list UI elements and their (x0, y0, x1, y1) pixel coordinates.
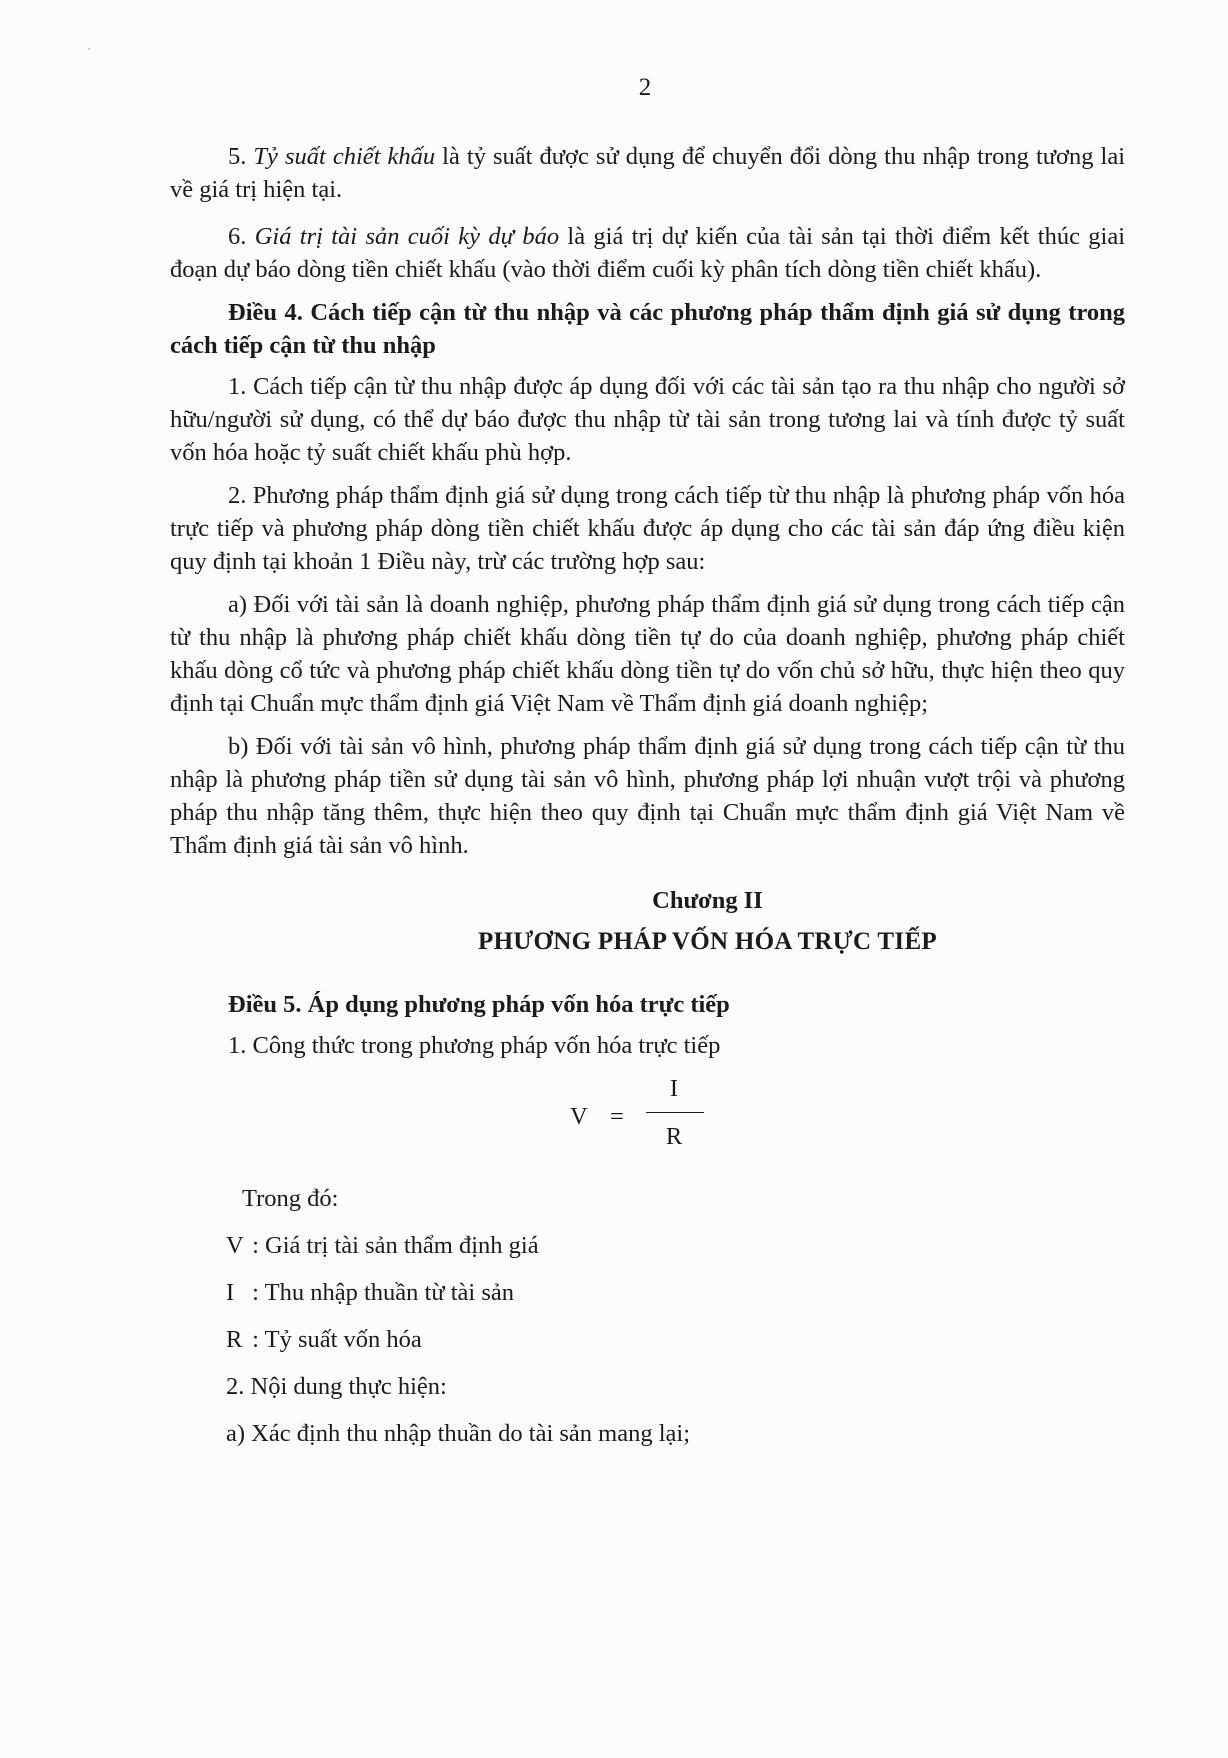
article-4-clause-1: 1. Cách tiếp cận từ thu nhập được áp dụng đối với các tài sản tạo ra thu nhập cho người sở hữu/người sử dụng, có thể dự báo được thu nhập từ tài sản trong tương lai và tính được tỷ suất vốn hóa hoặc tỷ suất chiết khấu phù hợp. (170, 373, 1125, 466)
item-6-number: 6. (228, 223, 247, 250)
article-5-title: Điều 5. Áp dụng phương pháp vốn hóa trực tiếp (228, 991, 730, 1018)
definition-i (170, 1276, 1125, 1309)
chapter-title: PHƯƠNG PHÁP VỐN HÓA TRỰC TIẾP (478, 928, 937, 955)
formula-numerator: I (669, 1075, 679, 1102)
formula-fraction-bar (646, 1112, 704, 1113)
formula-equals: = (610, 1103, 624, 1130)
article-5-clause-1: 1. Công thức trong phương pháp vốn hóa trực tiếp (228, 1032, 721, 1059)
document-body (170, 140, 1125, 1464)
article-4-point-b: b) Đối với tài sản vô hình, phương pháp thẩm định giá sử dụng trong cách tiếp cận từ thu nhập là phương pháp tiền sử dụng tài sản vô hình, phương pháp lợi nhuận vượt trội và phương pháp thu nhập tăng thêm, thực hiện theo quy định tại Chuẩn mực thẩm định giá Việt Nam về Thẩm định giá tài sản vô hình. (170, 733, 1125, 859)
item-5-term: Tỷ suất chiết khấu (253, 143, 436, 170)
article-5-point-a: a) Xác định thu nhập thuần do tài sản mang lại; (226, 1420, 691, 1447)
formula-lhs: V (570, 1103, 588, 1130)
item-5-number: 5. (228, 143, 247, 170)
scan-speck (88, 48, 90, 50)
formula-denominator: R (665, 1123, 683, 1150)
article-4-point-a: a) Đối với tài sản là doanh nghiệp, phương pháp thẩm định giá sử dụng trong cách tiếp cận từ thu nhập là phương pháp chiết khấu dòng tiền tự do của doanh nghiệp, phương pháp chiết khấu dòng cổ tức và phương pháp chiết khấu dòng tiền tự do vốn chủ sở hữu, thực hiện theo quy định tại Chuẩn mực thẩm định giá Việt Nam về Thẩm định giá doanh nghiệp; (170, 591, 1125, 717)
definition-r-text: : Tỷ suất vốn hóa (252, 1326, 422, 1353)
definition-v (170, 1229, 1125, 1262)
article-4-clause-2: 2. Phương pháp thẩm định giá sử dụng trong cách tiếp từ thu nhập là phương pháp vốn hóa trực tiếp và phương pháp dòng tiền chiết khấu được áp dụng cho các tài sản đáp ứng điều kiện quy định tại khoản 1 Điều này, trừ các trường hợp sau: (170, 482, 1125, 575)
article-5-clause-2: 2. Nội dung thực hiện: (226, 1373, 447, 1400)
definition-v-text: : Giá trị tài sản thẩm định giá (252, 1232, 539, 1259)
item-5-text: là tỷ suất được sử dụng để chuyển đổi dòng thu nhập trong tương lai về giá trị hiện tại. (170, 143, 1126, 203)
where-label: Trong đó: (242, 1185, 339, 1212)
chapter-label: Chương II (652, 887, 763, 914)
definition-v-symbol: V (226, 1232, 244, 1259)
item-6-paragraph (170, 220, 1125, 286)
definition-i-symbol: I (226, 1279, 235, 1306)
definition-r-symbol: R (226, 1326, 243, 1353)
item-6-term: Giá trị tài sản cuối kỳ dự báo (254, 223, 560, 250)
item-5-paragraph (170, 140, 1125, 206)
capitalization-formula (170, 1072, 1125, 1162)
article-4-title: Điều 4. Cách tiếp cận từ thu nhập và các phương pháp thẩm định giá sử dụng trong cách tiếp cận từ thu nhập (170, 299, 1125, 359)
definition-r (170, 1323, 1125, 1356)
definition-i-text: : Thu nhập thuần từ tài sản (252, 1279, 514, 1306)
item-6-text: là giá trị dự kiến của tài sản tại thời điểm kết thúc giai đoạn dự báo dòng tiền chiết khấu (vào thời điểm cuối kỳ phân tích dòng tiền chiết khấu). (170, 223, 1126, 283)
page-number: 2 (638, 74, 652, 101)
